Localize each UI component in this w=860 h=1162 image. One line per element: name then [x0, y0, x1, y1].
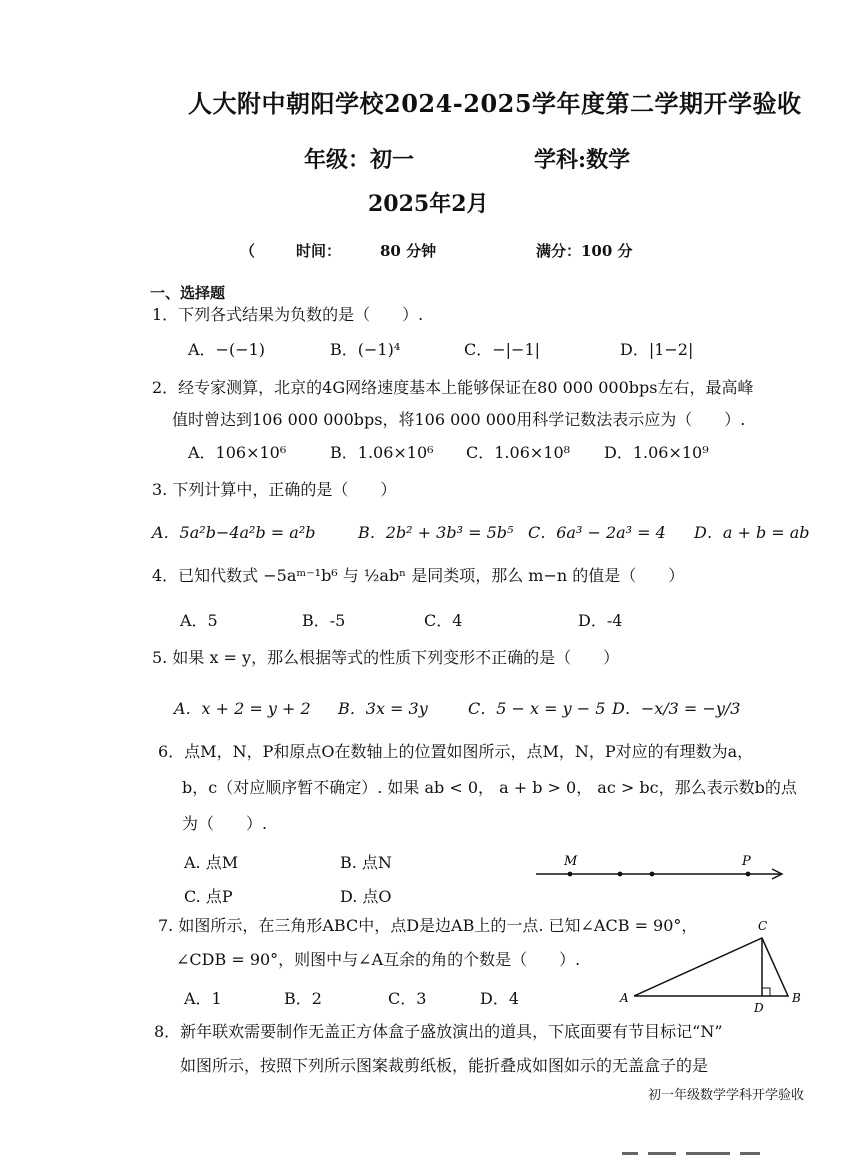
- q2-option-d: D．1.06×10⁹: [604, 443, 709, 462]
- label-a: A: [620, 991, 629, 1005]
- right-angle-icon: [762, 988, 770, 996]
- q3-option-a: A．5a²b−4a²b = a²b: [152, 523, 316, 542]
- question-2-line-1: 2．经专家测算，北京的4G网络速度基本上能够保证在80 000 000bps左右，最高峰: [152, 378, 754, 397]
- footer-text: 初一年级数学学科开学验收: [648, 1088, 805, 1103]
- q5-option-b: B．3x = 3y: [338, 699, 428, 718]
- label-p: P: [742, 854, 751, 869]
- q2-option-a: A．106×10⁶: [188, 443, 287, 462]
- question-1-text: 1．下列各式结果为负数的是（ ）.: [152, 305, 424, 324]
- q1-option-c: C．−|−1|: [464, 340, 541, 359]
- question-8-line-1: 8．新年联欢需要制作无盖正方体盒子盛放演出的道具，下底面要有节目标记“N”: [154, 1022, 723, 1041]
- q3-option-d: D．a + b = ab: [694, 523, 810, 542]
- q3-option-c: C．6a³ − 2a³ = 4: [528, 523, 666, 542]
- q4-option-c: C．4: [424, 611, 463, 630]
- point-n: [618, 872, 623, 877]
- q6-option-d: D. 点O: [340, 887, 392, 906]
- question-2-line-2: 值时曾达到106 000 000bps，将106 000 000用科学记数法表示应为（ ）.: [172, 410, 746, 429]
- grade-label: 年级：初一: [304, 147, 415, 173]
- exam-title: 人大附中朝阳学校2024-2025学年度第二学期开学验收: [188, 89, 802, 118]
- triangle-figure: [612, 914, 812, 1014]
- point-p: [746, 872, 751, 877]
- q2-option-b: B．1.06×10⁶: [330, 443, 434, 462]
- score-label: 满分：100 分: [536, 242, 633, 260]
- exam-date: 2025年2月: [368, 191, 489, 217]
- label-c: C: [758, 919, 768, 933]
- question-6-line-1: 6．点M，N，P和原点O在数轴上的位置如图所示，点M，N，P对应的有理数为a，: [158, 742, 754, 761]
- q1-option-a: A．−(−1): [188, 340, 266, 359]
- q7-option-b: B．2: [284, 989, 322, 1008]
- q7-option-a: A．1: [184, 989, 222, 1008]
- question-6-line-2: b，c（对应顺序暂不确定）. 如果 ab < 0， a + b > 0， ac > bc，那么表示数b的点: [182, 778, 797, 797]
- question-8-line-2: 如图所示，按照下列所示图案裁剪纸板，能折叠成如图如示的无盖盒子的是: [180, 1056, 709, 1075]
- q5-option-d: D．−x/3 = −y/3: [612, 699, 741, 718]
- time-value: 80 分钟: [380, 242, 437, 260]
- question-6-line-3: 为（ ）.: [182, 814, 268, 833]
- number-line-figure: [530, 852, 790, 886]
- point-o: [650, 872, 655, 877]
- q5-option-c: C．5 − x = y − 5: [468, 699, 606, 718]
- question-7-line-2: ∠CDB = 90°，则图中与∠A互余的角的个数是（ ）.: [176, 950, 581, 969]
- triangle-abc: [634, 938, 788, 996]
- subject-label: 学科:数学: [534, 147, 631, 173]
- q6-option-c: C. 点P: [184, 887, 233, 906]
- q4-option-d: D．-4: [578, 611, 623, 630]
- question-4-text: 4．已知代数式 −5aᵐ⁻¹b⁶ 与 ½abⁿ 是同类项，那么 m−n 的值是（ ）: [152, 566, 685, 585]
- time-label: 时间：: [296, 242, 342, 260]
- q5-option-a: A．x + 2 = y + 2: [174, 699, 311, 718]
- label-d: D: [754, 1001, 764, 1014]
- q3-option-b: B．2b² + 3b³ = 5b⁵: [358, 523, 514, 542]
- q6-option-a: A. 点M: [184, 853, 239, 872]
- q4-option-a: A．5: [180, 611, 218, 630]
- q7-option-d: D．4: [480, 989, 520, 1008]
- question-7-line-1: 7. 如图所示，在三角形ABC中，点D是边AB上的一点. 已知∠ACB = 90°，: [158, 916, 698, 935]
- q4-option-b: B．-5: [302, 611, 346, 630]
- q7-option-c: C．3: [388, 989, 427, 1008]
- label-m: M: [564, 854, 578, 869]
- point-m: [568, 872, 573, 877]
- question-5-text: 5. 如果 x = y，那么根据等式的性质下列变形不正确的是（ ）: [152, 648, 620, 667]
- scan-artifact: [622, 1143, 792, 1147]
- q6-option-b: B. 点N: [340, 853, 392, 872]
- q1-option-d: D．|1−2|: [620, 340, 694, 359]
- q2-option-c: C．1.06×10⁸: [466, 443, 571, 462]
- section-title: 一、选择题: [150, 284, 226, 302]
- label-b: B: [792, 991, 801, 1005]
- question-3-text: 3. 下列计算中，正确的是（ ）: [152, 480, 397, 499]
- paren-open: （: [240, 242, 256, 260]
- q1-option-b: B．(−1)⁴: [330, 340, 401, 359]
